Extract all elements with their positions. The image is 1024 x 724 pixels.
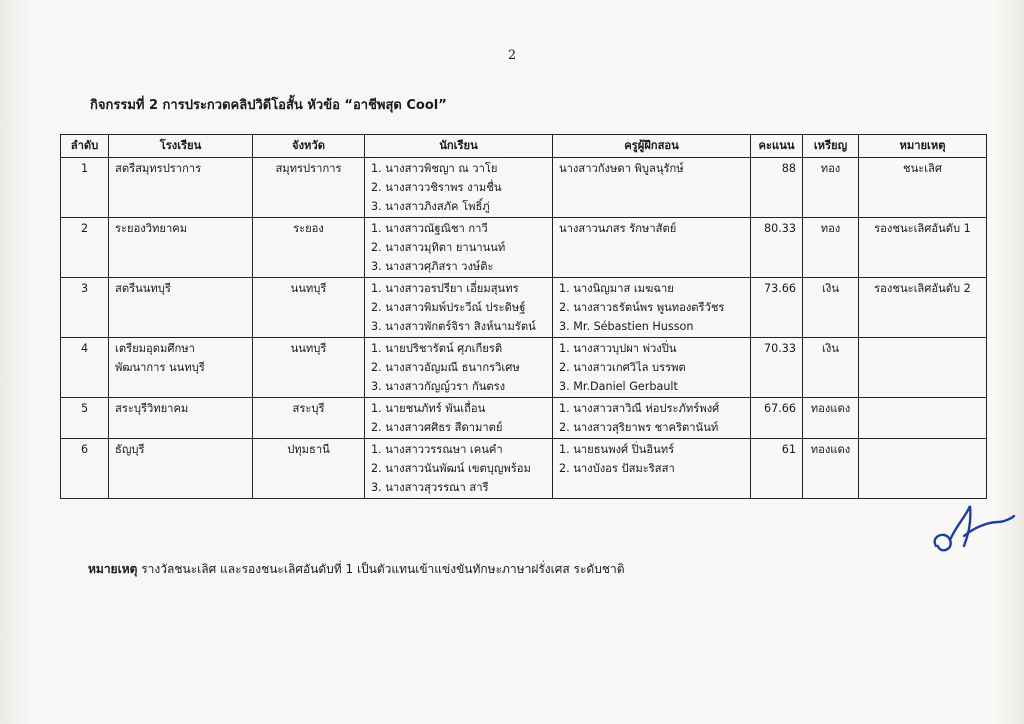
students-cell-line: 3. นางสาวกัญญ์วรา กันตรง <box>371 380 506 393</box>
medal-cell: ทอง <box>803 158 859 218</box>
province-cell: สมุทรปราการ <box>253 158 365 218</box>
teachers-cell-line: 2. นางบังอร ปัสมะริสสา <box>559 462 675 475</box>
students-cell-line: 3. นางสาวสุวรรณา สารี <box>371 481 489 494</box>
teachers-cell <box>553 218 751 278</box>
teachers-cell-line: 1. นางนิญมาส เมฆฉาย <box>559 282 674 295</box>
column-header: เหรียญ <box>803 135 859 158</box>
medal-cell: เงิน <box>803 338 859 398</box>
students-cell <box>365 278 553 338</box>
teachers-cell-line: 1. นางสาวบุปผา พ่วงปิ่น <box>559 342 677 355</box>
students-cell-line: 1. นางสาวณัฐณิชา กาวี <box>371 222 488 235</box>
school-cell <box>109 398 253 439</box>
order-cell: 5 <box>61 398 109 439</box>
school-cell <box>109 158 253 218</box>
remark-cell <box>859 338 987 398</box>
order-cell: 6 <box>61 439 109 499</box>
table-row <box>61 158 987 218</box>
score-cell: 70.33 <box>751 338 803 398</box>
medal-cell: ทอง <box>803 218 859 278</box>
footnote <box>88 560 624 579</box>
province-cell: ปทุมธานี <box>253 439 365 499</box>
students-cell-line: 1. นางสาววรรณษา เคนคำ <box>371 443 503 456</box>
students-cell-line: 2. นางสาวพิมพ์ประวีณ์ ประดิษฐ์ <box>371 301 526 314</box>
medal-cell: ทองแดง <box>803 439 859 499</box>
students-cell-line: 3. นางสาวพักตร์จิรา สิงห์นามรัตน์ <box>371 320 536 333</box>
page-number: 2 <box>507 48 517 63</box>
school-cell-line: พัฒนาการ นนทบุรี <box>115 361 205 374</box>
score-cell: 88 <box>751 158 803 218</box>
province-cell: ระยอง <box>253 218 365 278</box>
table-row <box>61 338 987 398</box>
order-cell: 3 <box>61 278 109 338</box>
school-cell <box>109 218 253 278</box>
teachers-cell <box>553 278 751 338</box>
column-header: ลำดับ <box>61 135 109 158</box>
students-cell-line: 2. นางสาววชิราพร งามชื่น <box>371 181 502 194</box>
teachers-cell-line: 3. Mr.Daniel Gerbault <box>559 380 678 393</box>
school-cell-line: สตรีนนทบุรี <box>115 282 171 295</box>
students-cell <box>365 439 553 499</box>
remark-cell <box>859 439 987 499</box>
students-cell <box>365 158 553 218</box>
school-cell <box>109 278 253 338</box>
teachers-cell <box>553 439 751 499</box>
students-cell-line: 3. นางสาวภิงสภัค โพธิ์ภู่ <box>371 200 490 213</box>
students-cell-line: 1. นายชนภัทร์ พันเถื่อน <box>371 402 486 415</box>
teachers-cell-line: 1. นางสาวสาวิณี ห่อประภัทร์พงศ์ <box>559 402 720 415</box>
students-cell <box>365 398 553 439</box>
students-cell-line: 1. นางสาวอรปรียา เอี่ยมสุนทร <box>371 282 519 295</box>
school-cell-line: ธัญบุรี <box>115 443 145 456</box>
students-cell-line: 2. นางสาวศศิธร สีดามาตย์ <box>371 421 503 434</box>
column-header: นักเรียน <box>365 135 553 158</box>
signature-mark <box>926 496 1016 566</box>
teachers-cell-line: 1. นายธนพงศ์ ปิ่นอินทร์ <box>559 443 675 456</box>
students-cell-line: 2. นางสาวนันพัฒน์ เขตบุญพร้อม <box>371 462 531 475</box>
order-cell: 1 <box>61 158 109 218</box>
order-cell: 2 <box>61 218 109 278</box>
students-cell-line: 2. นางสาวอัญมณี ธนากรวิเศษ <box>371 361 520 374</box>
school-cell-line: สระบุรีวิทยาคม <box>115 402 189 415</box>
teachers-cell-line: 2. นางสาวสุริยาพร ชาคริตานันท์ <box>559 421 719 434</box>
column-header: โรงเรียน <box>109 135 253 158</box>
students-cell <box>365 338 553 398</box>
students-cell <box>365 218 553 278</box>
teachers-cell-line: 3. Mr. Sébastien Husson <box>559 320 694 333</box>
province-cell: นนทบุรี <box>253 338 365 398</box>
footnote-label: หมายเหตุ <box>88 562 138 576</box>
school-cell-line: ระยองวิทยาคม <box>115 222 188 235</box>
students-cell-line: 1. นายปริชารัตน์ ศุภเกียรติ <box>371 342 503 355</box>
column-header: จังหวัด <box>253 135 365 158</box>
province-cell: สระบุรี <box>253 398 365 439</box>
column-header: ครูผู้ฝึกสอน <box>553 135 751 158</box>
table-row <box>61 218 987 278</box>
table-header-row <box>61 135 987 158</box>
school-cell <box>109 338 253 398</box>
remark-cell <box>859 398 987 439</box>
students-cell-line: 1. นางสาวพิชญา ณ วาโย <box>371 162 498 175</box>
results-table <box>60 134 987 499</box>
column-header: คะแนน <box>751 135 803 158</box>
order-cell: 4 <box>61 338 109 398</box>
students-cell-line: 3. นางสาวศุภิสรา วงษ์ติะ <box>371 260 494 273</box>
remark-cell: รองชนะเลิศอันดับ 1 <box>859 218 987 278</box>
score-cell: 80.33 <box>751 218 803 278</box>
teachers-cell <box>553 158 751 218</box>
school-cell-line: สตรีสมุทรปราการ <box>115 162 202 175</box>
province-cell: นนทบุรี <box>253 278 365 338</box>
teachers-cell-line: 2. นางสาวเกศวิไล บรรพต <box>559 361 686 374</box>
table-row <box>61 439 987 499</box>
score-cell: 73.66 <box>751 278 803 338</box>
remark-cell: ชนะเลิศ <box>859 158 987 218</box>
school-cell <box>109 439 253 499</box>
remark-cell: รองชนะเลิศอันดับ 2 <box>859 278 987 338</box>
table-row <box>61 278 987 338</box>
table-row <box>61 398 987 439</box>
teachers-cell-line: นางสาวนภสร รักษาสัตย์ <box>559 222 677 235</box>
medal-cell: ทองแดง <box>803 398 859 439</box>
school-cell-line: เตรียมอุดมศึกษา <box>115 342 195 355</box>
teachers-cell <box>553 398 751 439</box>
footnote-text: รางวัลชนะเลิศ และรองชนะเลิศอันดับที่ 1 เป็นตัวแทนเข้าแข่งขันทักษะภาษาฝรั่งเศส ระดับชาติ <box>137 562 625 576</box>
score-cell: 67.66 <box>751 398 803 439</box>
column-header: หมายเหตุ <box>859 135 987 158</box>
medal-cell: เงิน <box>803 278 859 338</box>
teachers-cell-line: นางสาวกังษดา พิบูลนุรักษ์ <box>559 162 684 175</box>
students-cell-line: 2. นางสาวมุทิตา ยานานนท์ <box>371 241 506 254</box>
score-cell: 61 <box>751 439 803 499</box>
activity-title: กิจกรรมที่ 2 การประกวดคลิปวิดีโอสั้น หัวข้อ “อาชีพสุด Cool” <box>90 98 447 113</box>
teachers-cell-line: 2. นางสาวธรัตน์พร พูนทองตรีวัชร <box>559 301 725 314</box>
teachers-cell <box>553 338 751 398</box>
